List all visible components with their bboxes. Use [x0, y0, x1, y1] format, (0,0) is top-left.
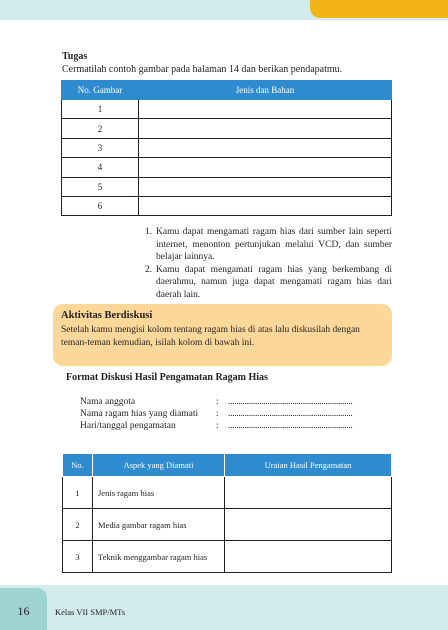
result-cell[interactable] — [225, 509, 392, 541]
fill-line[interactable]: ............................................................ — [228, 421, 353, 431]
picture-table — [61, 80, 392, 216]
note-number: 2. — [145, 264, 153, 275]
fill-line[interactable]: ............................................................ — [228, 409, 353, 419]
answer-cell[interactable] — [139, 100, 392, 119]
task-instruction: Cermatilah contoh gambar pada halaman 14 dan berikan pendapatmu. — [62, 64, 343, 75]
answer-cell[interactable] — [139, 138, 392, 157]
list-item — [145, 226, 392, 264]
header-aspek: Aspek yang Diamati — [93, 454, 225, 477]
row-number: 1 — [63, 477, 93, 509]
answer-cell[interactable] — [139, 119, 392, 138]
activity-box — [53, 304, 392, 366]
observation-table — [62, 453, 392, 573]
format-title: Format Diskusi Hasil Pengamatan Ragam Hias — [66, 372, 268, 383]
list-item — [145, 264, 392, 302]
row-number: 4 — [62, 158, 139, 177]
row-number: 6 — [62, 196, 139, 215]
note-text: Kamu dapat mengamati ragam hias yang berkembang di daerahmu, namun juga dapat mengamati ragam hias dari daerah lain. — [156, 264, 392, 300]
field-colon: : — [216, 397, 219, 407]
header-uraian: Uraian Hasil Pengamatan — [225, 454, 392, 477]
answer-cell[interactable] — [139, 158, 392, 177]
aspect-cell: Jenis ragam hias — [93, 477, 225, 509]
top-tab-decoration — [310, 0, 448, 18]
table-row — [63, 477, 392, 509]
note-text: Kamu dapat mengamati ragam hias dari sumber lain seperti internet, menonton pertunjukan melalui VCD, dan sumber belajar lainnya. — [156, 227, 392, 262]
discussion-fields — [80, 396, 388, 432]
row-number: 2 — [62, 119, 139, 138]
task-title: Tugas — [62, 51, 88, 62]
activity-text: Setelah kamu mengisi kolom tentang ragam hias di atas lalu diskusilah dengan teman-teman kemudian, isilah kolom di bawah ini. — [61, 325, 360, 348]
table-row — [62, 177, 392, 196]
table-row — [62, 100, 392, 119]
header-no-gambar: No. Gambar — [62, 81, 139, 100]
table-row — [62, 138, 392, 157]
result-cell[interactable] — [225, 541, 392, 573]
header-no: No. — [63, 454, 93, 477]
task-section — [62, 50, 392, 76]
answer-cell[interactable] — [139, 177, 392, 196]
row-number: 1 — [62, 100, 139, 119]
field-row — [80, 420, 388, 432]
note-number: 1. — [145, 227, 153, 237]
field-label: Nama ragam hias yang diamati — [80, 409, 199, 419]
result-cell[interactable] — [225, 477, 392, 509]
table-row — [62, 158, 392, 177]
row-number: 2 — [63, 509, 93, 541]
header-jenis-bahan: Jenis dan Bahan — [139, 81, 392, 100]
field-colon: : — [216, 409, 219, 419]
table-row — [62, 196, 392, 215]
book-label: Kelas VII SMP/MTs — [55, 607, 126, 617]
activity-title: Aktivitas Berdiskusi — [61, 310, 153, 321]
row-number: 3 — [63, 541, 93, 573]
page-number: 16 — [17, 604, 30, 618]
row-number: 5 — [62, 177, 139, 196]
field-colon: : — [216, 421, 219, 431]
row-number: 3 — [62, 138, 139, 157]
table-row — [63, 541, 392, 573]
answer-cell[interactable] — [139, 196, 392, 215]
notes-list — [145, 226, 392, 301]
fill-line[interactable]: ............................................................ — [228, 397, 353, 407]
field-label: Hari/tanggal pengamatan — [80, 421, 176, 431]
table-row — [63, 509, 392, 541]
table-row — [62, 119, 392, 138]
field-row — [80, 408, 388, 420]
aspect-cell: Media gambar ragam hias — [93, 509, 225, 541]
field-row — [80, 396, 388, 408]
field-label: Nama anggota — [80, 397, 136, 407]
aspect-cell: Teknik menggambar ragam hias — [93, 541, 225, 573]
